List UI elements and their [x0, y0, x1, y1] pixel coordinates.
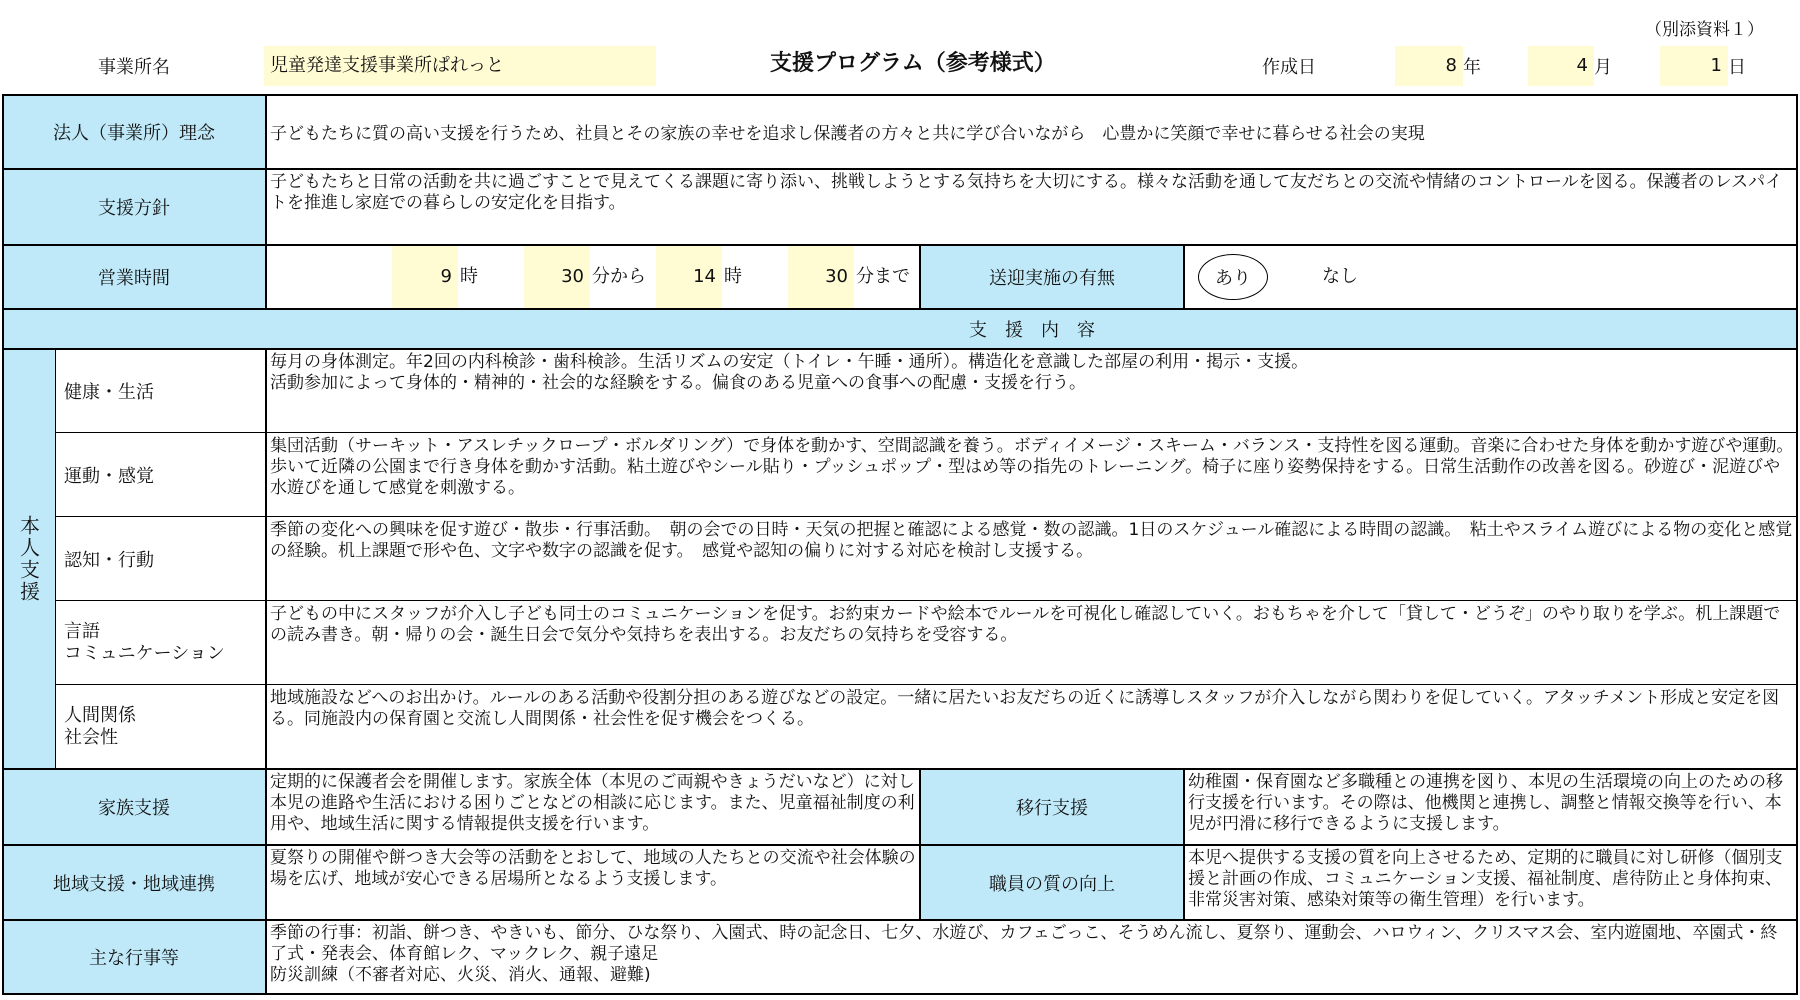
transport-option-yes[interactable]: あり — [1198, 254, 1268, 300]
cognition-behavior-text: 季節の変化への興味を促す遊び・散歩・行事活動。 朝の会での日時・天気の把握と確認による感覚・数の認識。1日のスケジュール確認による時間の認識。 粘土やスライム遊びによる物の変化と感覚の経験。机上課題で形や色、文字や数字の認識を促す。 感覚や認知の偏りに対する対応を検討し支援する。 — [270, 520, 1793, 561]
day-unit: 日 — [1728, 57, 1746, 78]
community-support-text: 夏祭りの開催や餅つき大会等の活動をとおして、地域の人たちとの交流や社会体験の場を広げ、地域が安心できる居場所となるよう支援します。 — [270, 848, 916, 889]
human-relations-text: 地域施設などへのお出かけ。ルールのある活動や役割分担のある遊びなどの設定。一緒に居たいお友だちの近くに誘導しスタッフが介入しながら関わりを促していく。アタッチメント形成と安定を図る。同施設内の保育園と交流し人間関係・社会性を促す機会をつくる。 — [270, 688, 1780, 729]
transition-support-text: 幼稚園・保育園など多職種との連携を図り、本児の生活環境の向上のための移行支援を行います。その際は、他機関と連携し、調整と情報交換等を行い、本児が円滑に移行できるように支援します。 — [1188, 772, 1783, 834]
appendix-label: （別添資料１） — [1645, 20, 1764, 40]
language-communication-label: 言語 コミュニケーション — [64, 621, 225, 664]
page-title: 支援プログラム（参考様式） — [770, 51, 1056, 76]
main-events-label: 主な行事等 — [2, 920, 266, 994]
end-hour-value: 14 — [656, 245, 722, 309]
office-name-value: 児童発達支援事業所ぱれっと — [264, 46, 656, 86]
created-date-label: 作成日 — [1262, 57, 1316, 78]
cognition-behavior-label: 認知・行動 — [64, 550, 154, 571]
health-life-text: 毎月の身体測定。年2回の内科検診・歯科検診。生活リズムの安定（トイレ・午睡・通所）。構造化を意識した部屋の利用・掲示・支援。 活動参加によって身体的・精神的・社会的な経験をする。偏食のある児童への食事への配慮・支援を行う。 — [270, 352, 1309, 393]
family-support-text: 定期的に保護者会を開催します。家族全体（本児のご両親やきょうだいなど）に対し本児の進路や生活における困りごとなどの相談に応じます。また、児童福祉制度の利用や、地域生活に関する情報提供支援を行います。 — [270, 772, 915, 834]
end-hour-unit: 時 — [724, 266, 742, 287]
hours-label: 営業時間 — [2, 245, 266, 309]
language-communication-text: 子どもの中にスタッフが介入し子ども同士のコミュニケーションを促す。お約束カードや絵本でルールを可視化し確認していく。おもちゃを介して「貸して・どうぞ」のやり取りを学ぶ。机上課題での読み書き。朝・帰りの会・誕生日会で気分や気持ちを表出する。お友だちの気持ちを受容する。 — [270, 604, 1781, 645]
year-unit: 年 — [1463, 57, 1481, 78]
philosophy-text: 子どもたちに質の高い支援を行うため、社員とその家族の幸せを追求し保護者の方々と共に学び合いながら 心豊かに笑顔で幸せに暮らせる社会の実現 — [270, 124, 1425, 144]
policy-text: 子どもたちと日常の活動を共に過ごすことで見えてくる課題に寄り添い、挑戦しようとする気持ちを大切にする。様々な活動を通して友だちとの交流や情緒のコントロールを図る。保護者のレスパイトを推進し家庭での暮らしの安定化を目指す。 — [270, 172, 1783, 213]
start-min-value: 30 — [524, 245, 590, 309]
motor-sensory-text: 集団活動（サーキット・アスレチックロープ・ボルダリング）で身体を動かす、空間認識を養う。ボディイメージ・スキーム・バランス・支持性を図る運動。音楽に合わせた身体を動かす遊びや運動。歩いて近隣の公園まで行き身体を動かす活動。粘土遊びやシール貼り・プッシュポップ・型はめ等の指先のトレーニング。椅子に座り姿勢保持をする。日常生活動作の改善を図る。砂遊び・泥遊びや水遊びを通して感覚を刺激する。 — [270, 436, 1794, 498]
office-name-label: 事業所名 — [98, 57, 170, 78]
policy-label: 支援方針 — [2, 169, 266, 245]
main-events-text: 季節の行事：初詣、餅つき、やきいも、節分、ひな祭り、入園式、時の記念日、七夕、水遊び、カフェごっこ、そうめん流し、夏祭り、運動会、ハロウィン、クリスマス会、室内遊園地、卒園式・終了式・発表会、体育館レク、マックレク、親子遠足 防災訓練（不審者対応、火災、消火、通報、避難) — [270, 923, 1778, 985]
personal-support-label: 本人支援 — [16, 515, 41, 603]
support-header-spacer — [2, 309, 266, 349]
month-unit: 月 — [1594, 57, 1612, 78]
start-hour-value: 9 — [392, 245, 458, 309]
start-hour-unit: 時 — [460, 266, 478, 287]
personal-support-label-cell — [2, 349, 56, 769]
transport-option-no[interactable]: なし — [1322, 266, 1358, 287]
day-value: 1 — [1660, 46, 1728, 86]
end-min-unit: 分まで — [856, 266, 910, 287]
support-content-header: 支 援 内 容 — [266, 309, 1798, 349]
year-value: 8 — [1395, 46, 1463, 86]
transport-label: 送迎実施の有無 — [920, 245, 1184, 309]
staff-quality-text: 本児へ提供する支援の質を向上させるため、定期的に職員に対し研修（個別支援と計画の作成、コミュニケーション支援、福祉制度、虐待防止と身体拘束、非常災害対策、感染対策等の衛生管理）を行います。 — [1188, 848, 1783, 910]
health-life-label: 健康・生活 — [64, 382, 154, 403]
human-relations-label: 人間関係 社会性 — [64, 705, 136, 748]
family-support-label: 家族支援 — [2, 769, 266, 845]
motor-sensory-label: 運動・感覚 — [64, 466, 154, 487]
transition-support-label: 移行支援 — [920, 769, 1184, 845]
month-value: 4 — [1528, 46, 1594, 86]
philosophy-label: 法人（事業所）理念 — [2, 94, 266, 169]
end-min-value: 30 — [788, 245, 854, 309]
start-min-unit: 分から — [592, 266, 646, 287]
community-support-label: 地域支援・地域連携 — [2, 845, 266, 920]
staff-quality-label: 職員の質の向上 — [920, 845, 1184, 920]
